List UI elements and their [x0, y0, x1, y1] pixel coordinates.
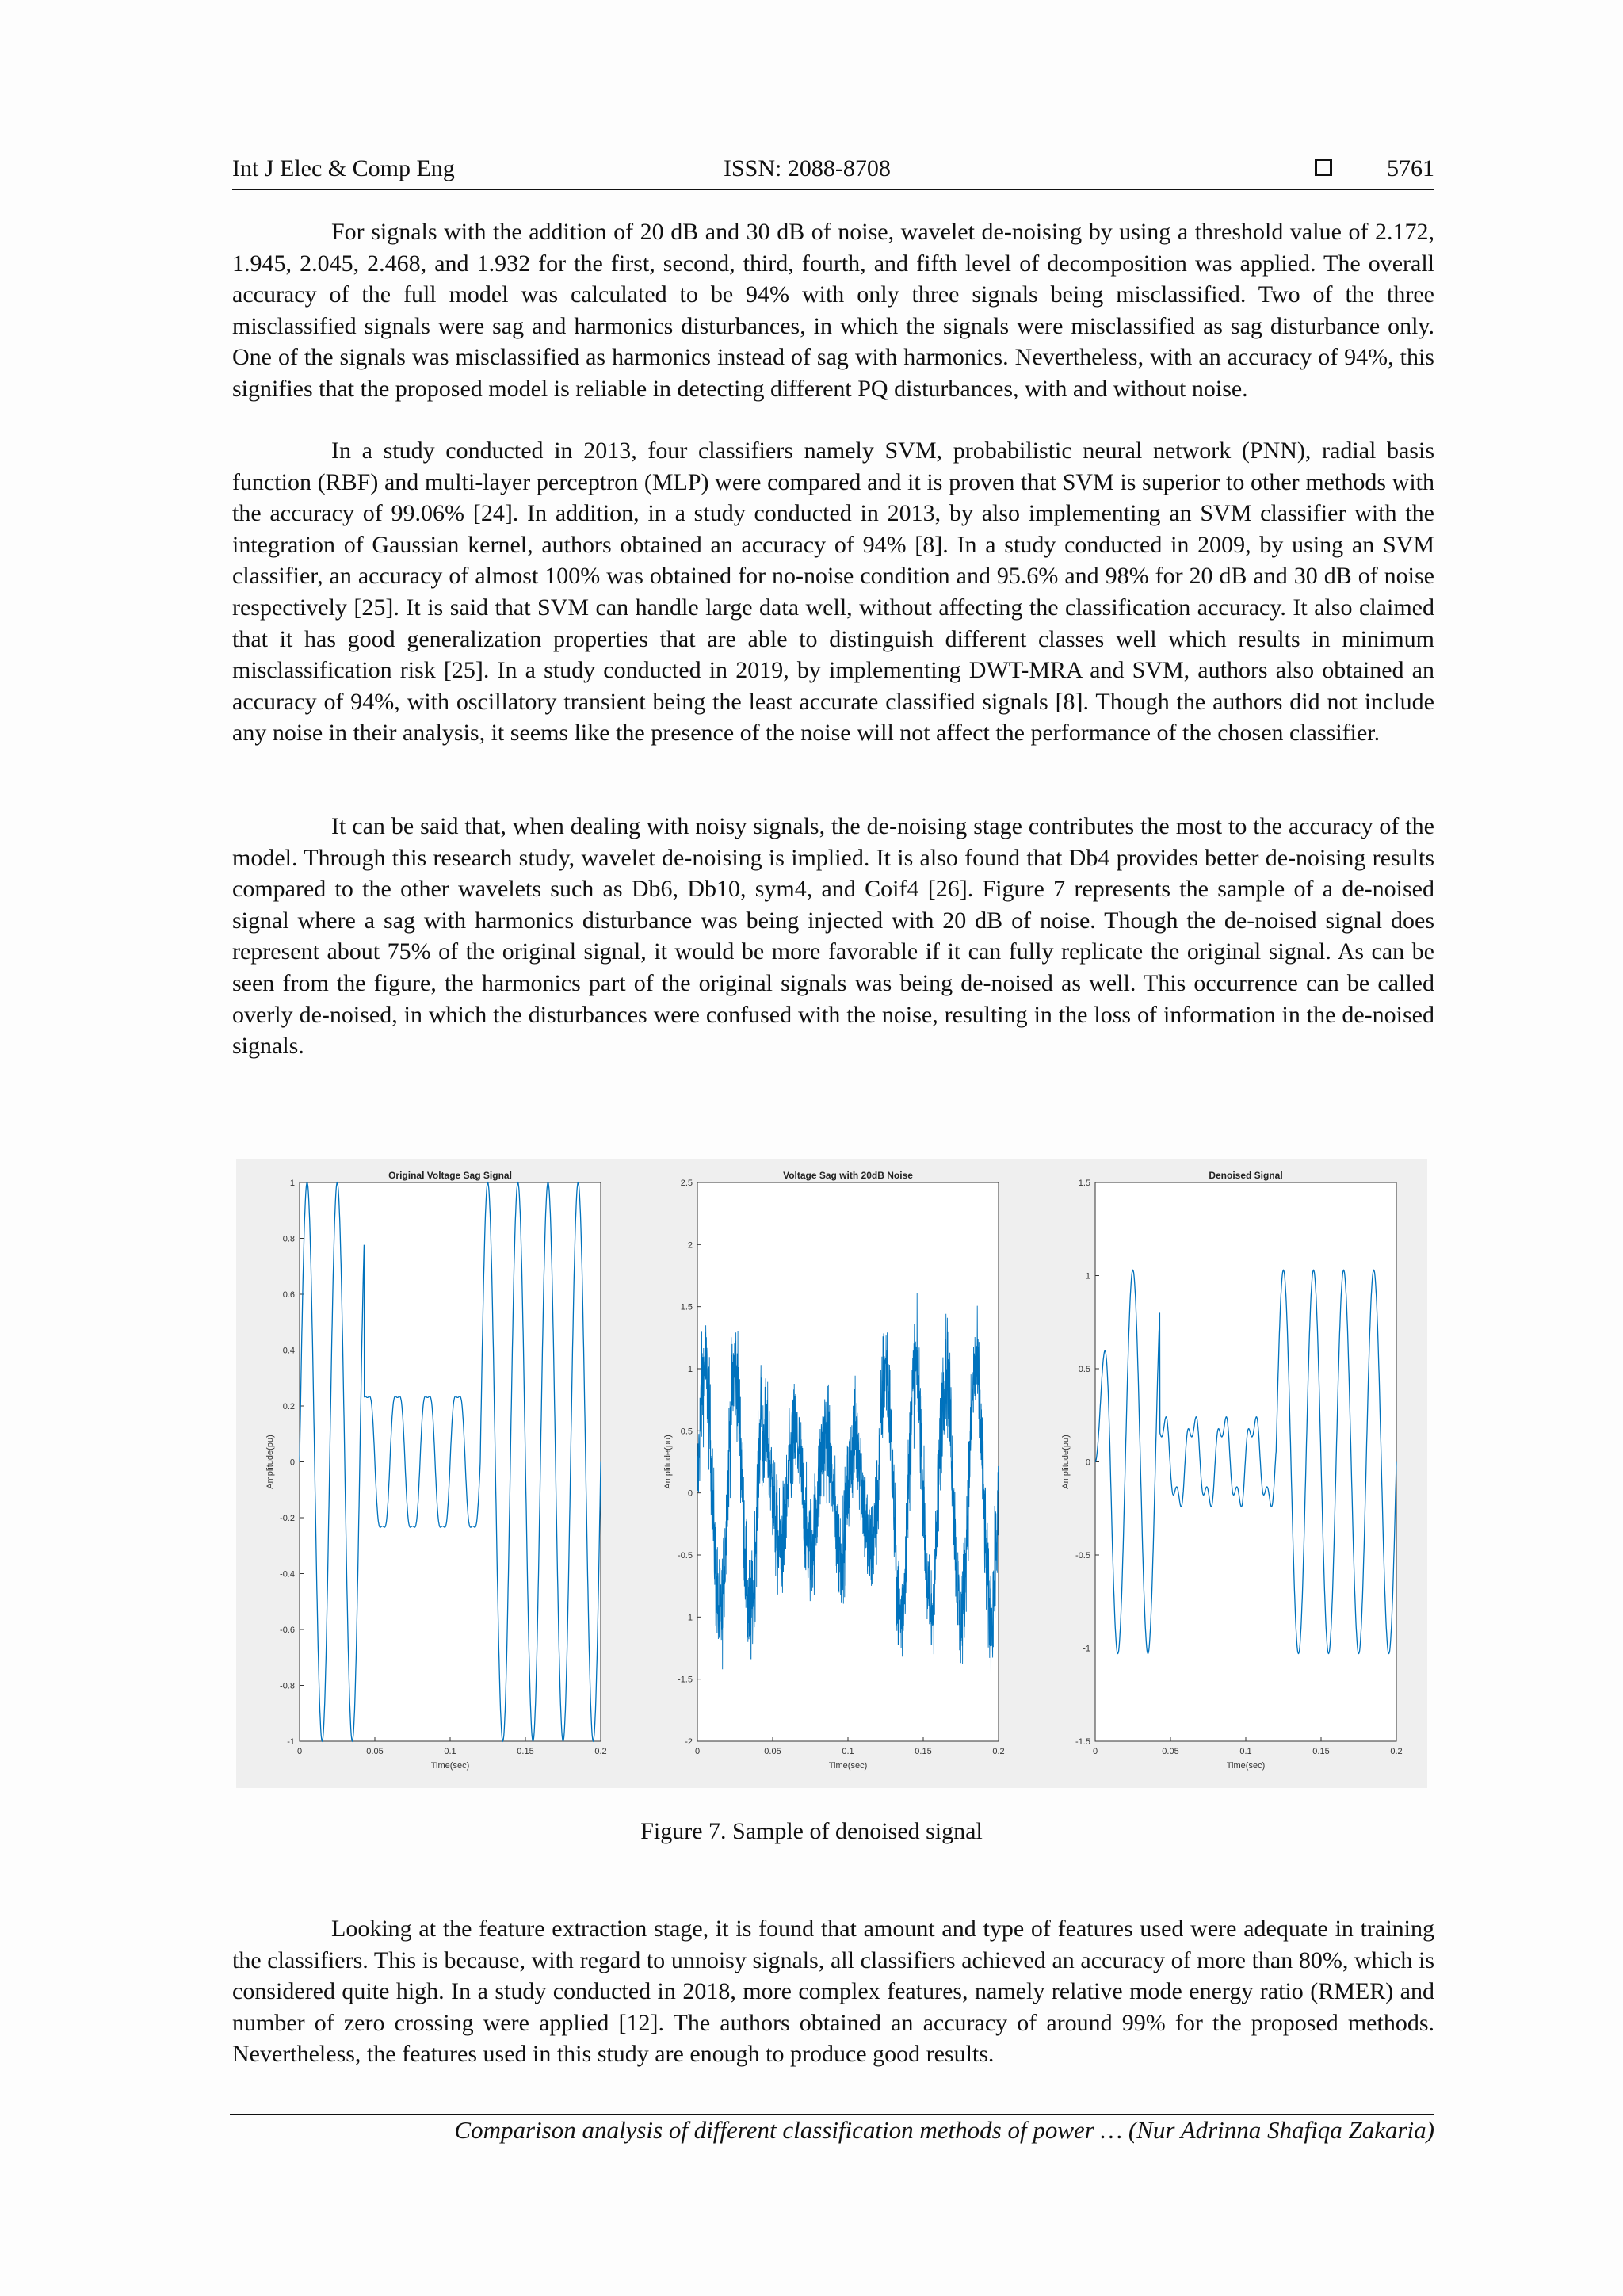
- journal-name: Int J Elec & Comp Eng: [232, 155, 455, 181]
- paragraph: In a study conducted in 2013, four classifiers namely SVM, probabilistic neural network (PNN), radial basis function (RBF) and multi-layer perceptron (MLP) were compared and it is proven that SVM is superior to other methods with the accuracy of 99.06% [24]. In addition, in a study conducted in 2013, by also implementing an SVM classifier with the integration of Gaussian kernel, authors obtained an accuracy of 94% [8]. In a study conducted in 2009, by using an SVM classifier, an accuracy of almost 100% was obtained for no-noise condition and 95.6% and 98% for 20 dB and 30 dB of noise respectively [25]. It is said that SVM can handle large data well, without affecting the classification accuracy. It also claimed that it has good generalization properties that are able to distinguish different classes well which results in minimum misclassification risk [25]. In a study conducted in 2019, by implementing DWT-MRA and SVM, authors also obtained an accuracy of 94%, with oscillatory transient being the least accurate classified signals [8]. Though the authors did not include any noise in their analysis, it seems like the presence of the noise will not affect the performance of the chosen classifier.: [232, 437, 1434, 747]
- x-tick-label: 0.2: [992, 1747, 1005, 1756]
- paragraph: Looking at the feature extraction stage, it is found that amount and type of features used were adequate in training the classifiers. This is because, with regard to unnoisy signals, all classifiers achieved an accuracy of more than 80%, which is considered quite high. In a study conducted in 2018, more complex features, namely relative mode energy ratio (RMER) and number of zero crossing were applied [12]. The authors obtained an accuracy of around 99% for the proposed methods. Nevertheless, the features used in this study are enough to produce good results.: [232, 1916, 1434, 2068]
- y-tick-label: -1: [1083, 1644, 1090, 1654]
- paragraph: It can be said that, when dealing with noisy signals, the de-noising stage contributes the most to the accuracy of the model. Through this research study, wavelet de-noising is implied. It is also found that Db4 provides better de-noising results compared to the other wavelets such as Db6, Db10, sym4, and Coif4 [26]. Figure 7 represents the sample of a de-noised signal where a sag with harmonics disturbance was being injected with 20 dB of noise. Though the de-noised signal does represent about 75% of the original signal, it would be more favorable if it can fully replicate the original signal. As can be seen from the figure, the harmonics part of the original signals was being de-noised as well. This occurrence can be called overly de-noised, in which the disturbances were confused with the noise, resulting in the loss of information in the de-noised signals.: [232, 813, 1434, 1060]
- x-tick-label: 0.1: [444, 1747, 456, 1756]
- y-axis-label: Amplitude(pu): [265, 1435, 275, 1489]
- y-tick-label: 0.5: [680, 1427, 693, 1437]
- y-tick-label: -2: [685, 1737, 693, 1747]
- y-tick-label: 0.8: [282, 1234, 295, 1244]
- y-tick-label: -0.6: [280, 1626, 295, 1635]
- page-number: 5761: [1387, 155, 1434, 181]
- y-tick-label: -0.2: [280, 1514, 295, 1523]
- x-tick-label: 0.2: [594, 1747, 607, 1756]
- x-axis-label: Time(sec): [828, 1761, 868, 1771]
- x-axis-label: Time(sec): [430, 1761, 470, 1771]
- x-tick-label: 0.15: [517, 1747, 534, 1756]
- y-tick-label: -0.5: [678, 1551, 693, 1561]
- figure-caption: Figure 7. Sample of denoised signal: [640, 1818, 983, 1844]
- y-tick-label: 1: [687, 1365, 693, 1374]
- issn: ISSN: 2088-8708: [724, 155, 891, 181]
- footer-divider: [230, 2114, 1434, 2115]
- y-tick-label: 0: [687, 1488, 693, 1499]
- x-tick-label: 0.05: [1162, 1747, 1179, 1756]
- y-tick-label: -1.5: [1075, 1737, 1090, 1747]
- y-tick-label: 0.4: [282, 1346, 295, 1356]
- x-tick-label: 0.2: [1390, 1747, 1403, 1756]
- page-footer: Comparison analysis of different classification methods of power … (Nur Adrinna Shafiqa Zakaria): [454, 2116, 1434, 2144]
- y-tick-label: 1: [289, 1179, 295, 1188]
- square-icon: [1315, 159, 1332, 176]
- chart-title: Denoised Signal: [1209, 1170, 1283, 1181]
- x-tick-label: 0.05: [366, 1747, 384, 1756]
- y-tick-label: 0.6: [282, 1290, 295, 1300]
- y-tick-label: -1: [287, 1737, 295, 1747]
- x-tick-label: 0.1: [842, 1747, 854, 1756]
- y-tick-label: -1.5: [678, 1675, 693, 1685]
- y-tick-label: 1.5: [680, 1302, 693, 1312]
- signal-plots: [236, 1159, 1427, 1788]
- x-tick-label: 0.15: [915, 1747, 932, 1756]
- page-header: [232, 155, 1434, 190]
- x-tick-label: 0.1: [1239, 1747, 1252, 1756]
- y-tick-label: -0.4: [280, 1569, 295, 1580]
- y-tick-label: -0.8: [280, 1681, 295, 1691]
- y-tick-label: 0.2: [282, 1402, 295, 1412]
- x-tick-label: 0: [1092, 1747, 1098, 1756]
- chart-title: Original Voltage Sag Signal: [388, 1170, 512, 1181]
- y-tick-label: 0: [1085, 1457, 1090, 1468]
- y-tick-label: 1.5: [1078, 1179, 1090, 1188]
- y-tick-label: 2.5: [680, 1179, 693, 1188]
- y-tick-label: 1: [1085, 1271, 1090, 1282]
- x-tick-label: 0: [296, 1747, 303, 1756]
- x-axis-label: Time(sec): [1226, 1761, 1266, 1771]
- y-axis-label: Amplitude(pu): [663, 1435, 673, 1489]
- y-tick-label: -0.5: [1075, 1551, 1090, 1561]
- chart-title: Voltage Sag with 20dB Noise: [783, 1170, 913, 1181]
- x-tick-label: 0.15: [1312, 1747, 1330, 1756]
- y-tick-label: -1: [685, 1613, 693, 1623]
- paragraph: For signals with the addition of 20 dB and 30 dB of noise, wavelet de-noising by using a threshold value of 2.172, 1.945, 2.045, 2.468, and 1.932 for the first, second, third, fourth, and fifth level of decomposition was applied. The overall accuracy of the full model was calculated to be 94% with only three signals being misclassified. Two of the three misclassified signals were sag and harmonics disturbances, in which the signals were misclassified as sag disturbance only. One of the signals was misclassified as harmonics instead of sag with harmonics. Nevertheless, with an accuracy of 94%, this signifies that the proposed model is reliable in detecting different PQ disturbances, with and without noise.: [232, 219, 1434, 402]
- y-axis-label: Amplitude(pu): [1061, 1435, 1071, 1489]
- y-tick-label: 2: [687, 1240, 693, 1251]
- x-tick-label: 0.05: [764, 1747, 781, 1756]
- y-tick-label: 0: [289, 1457, 295, 1468]
- y-tick-label: 0.5: [1078, 1365, 1090, 1374]
- figure-7: [236, 1159, 1427, 1788]
- x-tick-label: 0: [694, 1747, 701, 1756]
